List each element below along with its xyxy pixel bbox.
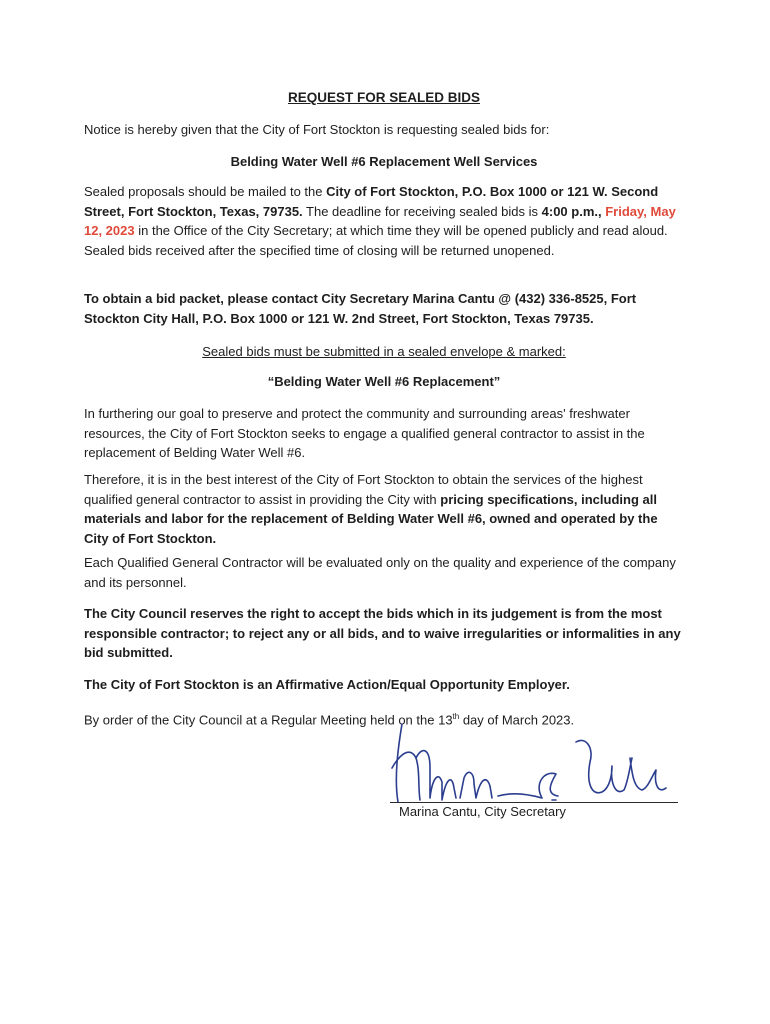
signatory-name: Marina Cantu, City Secretary	[399, 804, 566, 819]
proposal-text-1: Sealed proposals should be mailed to the	[84, 184, 327, 199]
deadline-time: 4:00 p.m.,	[541, 203, 602, 219]
order-text-before: By order of the City Council at a Regular Meeting held on the 13	[84, 712, 453, 728]
proposal-text-3: in the Office of the City Secretary; at which time they will be opened publicly and read aloud. Sealed bids received after the specified time of closing will be returned unopened.	[84, 223, 668, 258]
document-title: REQUEST FOR SEALED BIDS	[287, 90, 481, 105]
order-text-after: day of March 2023.	[459, 712, 575, 728]
evaluation-paragraph: Each Qualified General Contractor will be evaluated only on the quality and experience of the company and its personnel.	[84, 555, 676, 590]
interest-paragraph	[84, 470, 684, 548]
employer-statement: The City of Fort Stockton is an Affirmative Action/Equal Opportunity Employer.	[84, 677, 570, 692]
project-name: Belding Water Well #6 Replacement Well Services	[230, 154, 538, 169]
handwritten-signature	[380, 718, 680, 813]
bid-packet-paragraph: To obtain a bid packet, please contact City Secretary Marina Cantu @ (432) 336-8525, Fort Stockton City Hall, P.O. Box 1000 or 121 W. 2nd Street, Fort Stockton, Texas 79735.	[84, 291, 637, 326]
proposal-text-2: The deadline for receiving sealed bids is	[302, 203, 542, 219]
envelope-marking: “Belding Water Well #6 Replacement”	[267, 374, 501, 389]
interest-text: Therefore, it is in the best interest of the City of Fort Stockton to obtain the services of the highest qualified general contractor to assist in providing the City with	[84, 472, 643, 507]
mailing-address: City of Fort Stockton, P.O. Box 1000 or 121 W. Second Street, Fort Stockton, Texas, 79735.	[84, 184, 659, 219]
deadline-date: Friday, May 12, 2023	[84, 203, 676, 238]
proposal-paragraph	[84, 182, 684, 260]
envelope-instruction: Sealed bids must be submitted in a sealed envelope & marked:	[202, 344, 566, 359]
reservation-paragraph: The City Council reserves the right to accept the bids which in its judgement is from the most responsible contractor; to reject any or all bids, and to waive irregularities or informalities in any bid submitted.	[84, 606, 681, 660]
goal-paragraph: In furthering our goal to preserve and protect the community and surrounding areas' freshwater resources, the City of Fort Stockton seeks to engage a qualified general contractor to assist in the replacement of Belding Water Well #6.	[84, 406, 645, 460]
order-superscript: th	[452, 712, 460, 721]
interest-bold-text: pricing specifications, including all materials and labor for the replacement of Belding Water Well #6, owned and operated by the City of Fort Stockton.	[84, 491, 658, 546]
notice-text: Notice is hereby given that the City of Fort Stockton is requesting sealed bids for:	[84, 122, 550, 137]
